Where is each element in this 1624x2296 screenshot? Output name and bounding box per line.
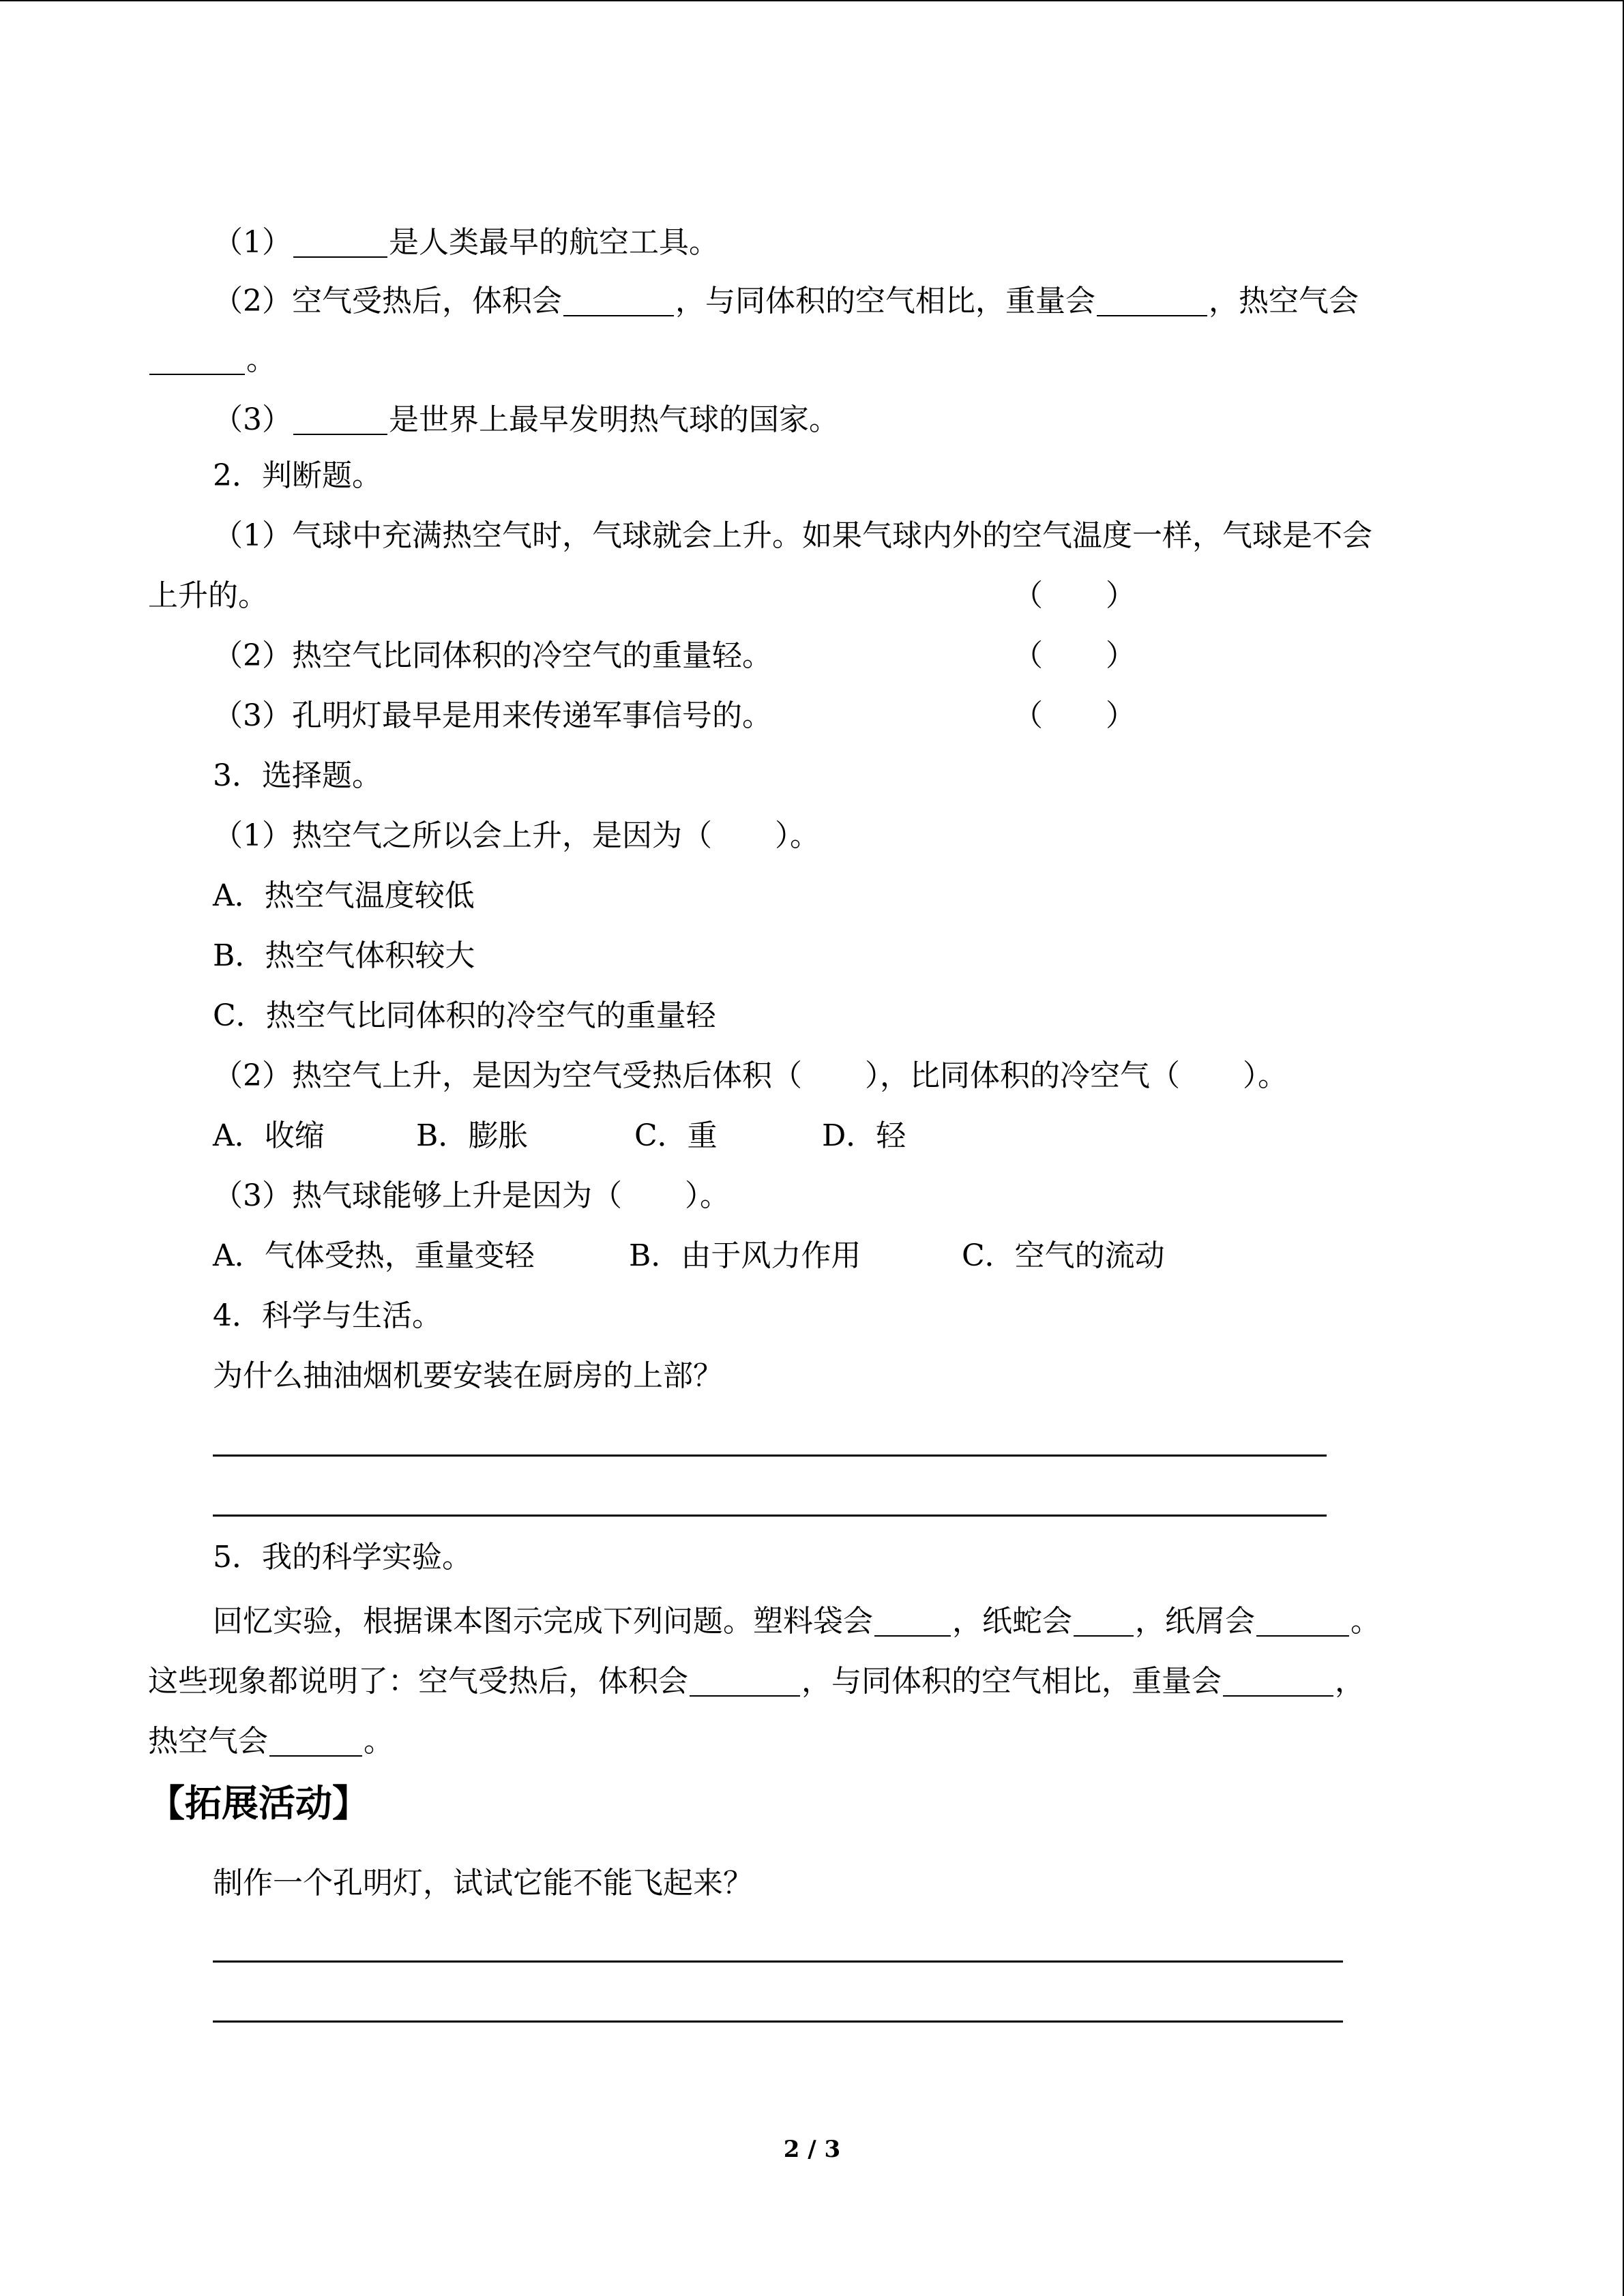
paren-close: ） [1106, 638, 1136, 673]
q5-line-1 [213, 1597, 1624, 1642]
q5-line-2-text-a: 这些现象都说明了：空气受热后，体积会 [148, 1664, 688, 1699]
q5-line-3-end: 。 [364, 1724, 394, 1759]
q5-line-2-text-b: ，与同体积的空气相比，重量会 [801, 1664, 1222, 1699]
q3-item-1-option-a[interactable]: A．热空气温度较低 [213, 878, 475, 913]
q3-item-2-option-c[interactable]: C．重 [634, 1118, 718, 1153]
fill-blank[interactable] [563, 282, 674, 316]
q1-item-2-text-c: ，热空气会 [1209, 284, 1359, 318]
q1-item-2 [213, 277, 1624, 322]
q1-item-3-text: 是世界上最早发明热气球的国家。 [389, 402, 839, 437]
q2-item-1-text: 上升的。 [148, 578, 268, 613]
fill-blank[interactable] [269, 1723, 362, 1757]
paren-open: （ [1013, 638, 1043, 673]
fill-blank[interactable] [149, 341, 245, 375]
q2-item-1-answer-paren[interactable] [1013, 576, 1136, 616]
answer-line[interactable] [213, 1515, 1327, 1517]
q1-item-1 [213, 218, 1624, 263]
page-number: 2 / 3 [783, 2136, 841, 2163]
answer-line[interactable] [213, 2021, 1343, 2023]
q1-item-3 [213, 396, 1624, 441]
q1-item-2-text-b: ，与同体积的空气相比，重量会 [675, 284, 1095, 318]
fill-blank[interactable] [874, 1602, 951, 1637]
q2-item-3-answer-paren[interactable] [1013, 696, 1136, 736]
paren-close: ） [1106, 578, 1136, 613]
q1-item-1-text: 是人类最早的航空工具。 [389, 225, 719, 260]
q1-item-1-number: （1） [213, 225, 292, 260]
paren-open: （ [1013, 578, 1043, 613]
q3-item-2-text-b: ），比同体积的冷空气（ [865, 1058, 1180, 1093]
q2-item-1-line-1: （1）气球中充满热空气时，气球就会上升。如果气球内外的空气温度一样，气球是不会 [213, 518, 1372, 553]
q3-item-3-text: （3）热气球能够上升是因为（ [213, 1178, 622, 1213]
fill-blank[interactable] [1097, 282, 1207, 316]
q4-question: 为什么抽油烟机要安装在厨房的上部？ [213, 1358, 723, 1393]
extension-question: 制作一个孔明灯，试试它能不能飞起来？ [213, 1866, 753, 1900]
q5-line-2-end: ， [1335, 1664, 1365, 1699]
q3-item-2 [213, 1056, 1624, 1097]
q5-line-1-text-a: 回忆实验，根据课本图示完成下列问题。塑料袋会 [213, 1604, 873, 1639]
q3-item-1-option-c[interactable]: C．热空气比同体积的冷空气的重量轻 [213, 998, 716, 1033]
q3-item-2-option-a[interactable]: A．收缩 [213, 1118, 325, 1153]
q5-line-3-text: 热空气会 [148, 1724, 268, 1759]
paren-close: ） [1106, 698, 1136, 733]
fill-blank[interactable] [1256, 1602, 1349, 1637]
q2-item-2-answer-paren[interactable] [1013, 636, 1136, 676]
fill-blank[interactable] [1074, 1602, 1134, 1637]
q3-item-1-text: （1）热空气之所以会上升，是因为（ [213, 818, 712, 853]
section-heading: 【拓展活动】 [148, 1782, 369, 1825]
q1-item-2-end: 。 [246, 342, 276, 377]
q5-line-1-text-b: ，纸蛇会 [952, 1604, 1072, 1639]
fill-blank[interactable] [293, 224, 387, 258]
q3-item-3-option-c[interactable]: C．空气的流动 [962, 1238, 1165, 1273]
fill-blank[interactable] [690, 1663, 800, 1697]
q2-title: 2．判断题。 [213, 458, 382, 493]
q3-item-2-option-d[interactable]: D．轻 [822, 1118, 906, 1153]
q3-item-3-option-a[interactable]: A．气体受热，重量变轻 [213, 1238, 535, 1273]
answer-line[interactable] [213, 1455, 1327, 1457]
q2-item-3: （3）孔明灯最早是用来传递军事信号的。 [213, 698, 772, 733]
q3-item-1-option-b[interactable]: B．热空气体积较大 [213, 938, 475, 973]
q2-item-2: （2）热空气比同体积的冷空气的重量轻。 [213, 638, 772, 673]
fill-blank[interactable] [1223, 1663, 1333, 1697]
q3-item-3-option-b[interactable]: B．由于风力作用 [629, 1238, 861, 1273]
q1-item-3-number: （3） [213, 402, 292, 437]
q3-item-2-end: ）。 [1243, 1058, 1288, 1093]
paren-open: （ [1013, 698, 1043, 733]
q5-line-1-end: 。 [1350, 1604, 1381, 1639]
q3-title: 3．选择题。 [213, 758, 382, 793]
q4-title: 4．科学与生活。 [213, 1298, 442, 1333]
q3-item-3 [213, 1176, 1624, 1217]
q1-item-2-continued [148, 336, 1624, 381]
q2-item-1-line-2 [148, 576, 1624, 616]
answer-line[interactable] [213, 1960, 1343, 1963]
q5-line-3 [148, 1717, 1624, 1762]
q3-item-1 [213, 816, 1624, 856]
q5-line-1-text-c: ，纸屑会 [1135, 1604, 1255, 1639]
q3-item-3-end: ）。 [685, 1178, 730, 1213]
q3-item-2-option-b[interactable]: B．膨胀 [416, 1118, 529, 1153]
q3-item-2-text-a: （2）热空气上升，是因为空气受热后体积（ [213, 1058, 802, 1093]
fill-blank[interactable] [293, 401, 387, 435]
q1-item-2-text-a: （2）空气受热后，体积会 [213, 284, 562, 318]
q5-line-2 [148, 1657, 1624, 1702]
q5-title: 5．我的科学实验。 [213, 1540, 472, 1575]
q3-item-1-end: ）。 [775, 818, 820, 853]
